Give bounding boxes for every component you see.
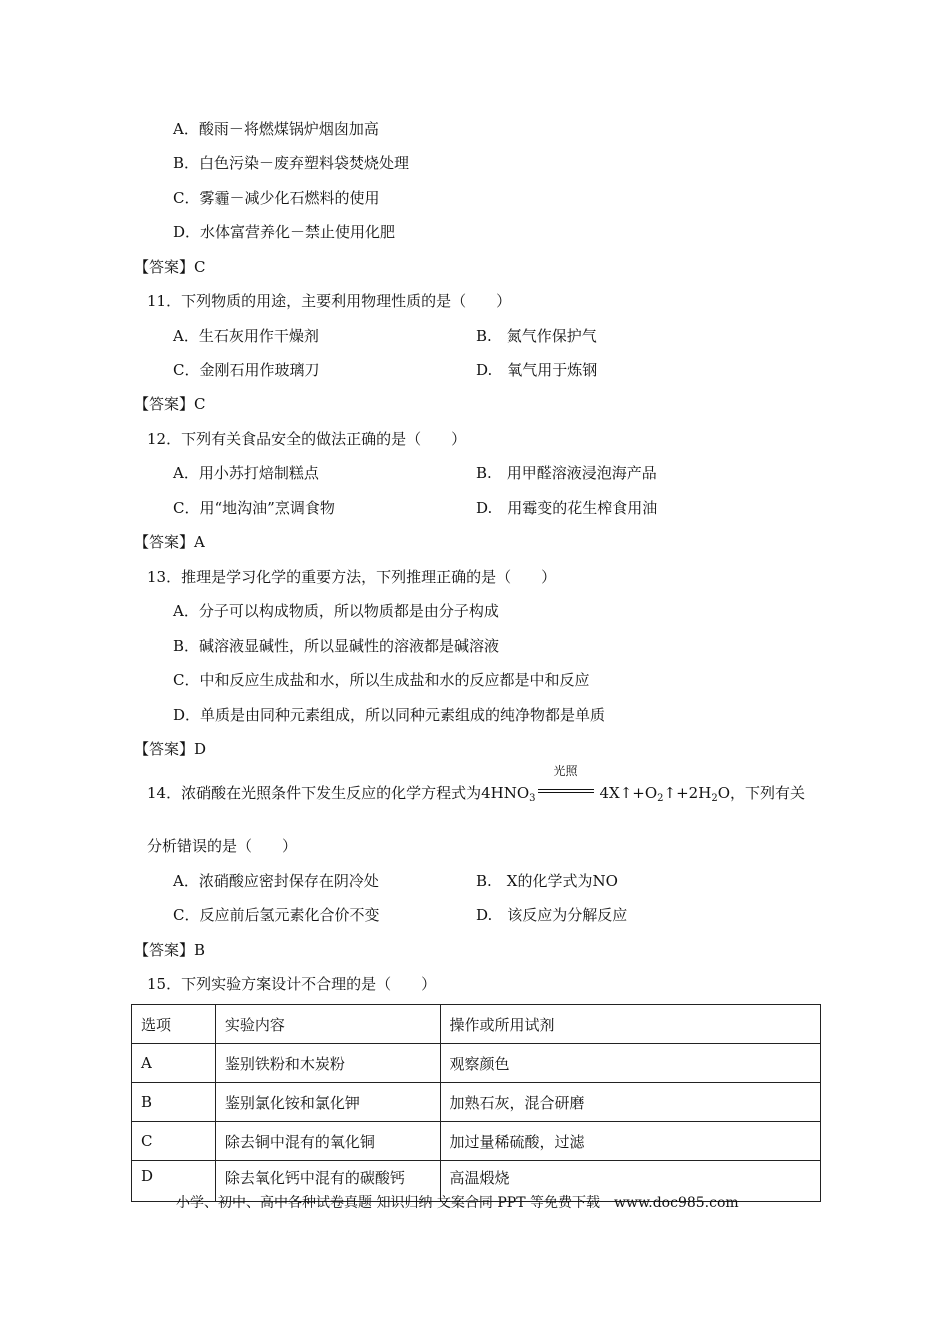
q10-option-d: D．水体富营养化－禁止使用化肥 <box>173 223 396 241</box>
q13-option-d: D．单质是由同种元素组成，所以同种元素组成的纯净物都是单质 <box>173 706 606 724</box>
q11-option-c: C．金刚石用作玻璃刀 <box>173 361 320 379</box>
table-cell: A <box>132 1044 216 1083</box>
q12-option-d: D. 用霉变的花生榨食用油 <box>476 499 658 517</box>
q11-option-d: D. 氧气用于炼钢 <box>476 361 598 379</box>
table-cell: 观察颜色 <box>440 1044 820 1083</box>
q15-table <box>131 1004 821 1202</box>
table-cell: C <box>132 1122 216 1161</box>
q11-option-a: A．生石灰用作干燥剂 <box>173 327 319 345</box>
table-cell: 鉴别氯化铵和氯化钾 <box>215 1083 440 1122</box>
q10-option-b: B．白色污染－废弃塑料袋焚烧处理 <box>173 154 410 172</box>
q14-stem-line2: 分析错误的是（ ） <box>147 837 298 855</box>
table-cell: 加熟石灰，混合研磨 <box>440 1083 820 1122</box>
table-cell: 加过量稀硫酸，过滤 <box>440 1122 820 1161</box>
q12-option-c: C．用“地沟油”烹调食物 <box>173 499 335 517</box>
reaction-condition-arrow <box>538 764 594 803</box>
page-footer: 小学、初中、高中各种试卷真题 知识归纳 文案合同 PPT 等免费下载 www.doc985.com <box>176 1195 739 1211</box>
q13-option-a: A．分子可以构成物质，所以物质都是由分子构成 <box>173 602 499 620</box>
q14-option-d: D. 该反应为分解反应 <box>476 906 628 924</box>
reaction-condition: 光照 <box>553 764 578 778</box>
q14-products: $4X↑+O_2↑+2H_2O$，下列有关 <box>599 784 805 804</box>
q10-option-a: A．酸雨－将燃煤锅炉烟囱加高 <box>173 120 379 138</box>
q13-option-c: C．中和反应生成盐和水，所以生成盐和水的反应都是中和反应 <box>173 671 590 689</box>
q10-answer: 【答案】C <box>134 258 206 276</box>
q14-stem <box>147 764 805 804</box>
table-header-cell: 选项 <box>132 1005 216 1044</box>
q12-option-a: A．用小苏打焙制糕点 <box>173 464 319 482</box>
q11-option-b: B. 氮气作保护气 <box>476 327 597 345</box>
table-header-row <box>132 1005 821 1044</box>
q15-stem: 15．下列实验方案设计不合理的是（ ） <box>147 975 437 993</box>
q12-answer: 【答案】A <box>134 533 205 551</box>
table-header-cell: 实验内容 <box>215 1005 440 1044</box>
q14-answer: 【答案】B <box>134 941 206 959</box>
q14-option-c: C．反应前后氢元素化合价不变 <box>173 906 380 924</box>
q10-option-c: C．雾霾－减少化石燃料的使用 <box>173 189 380 207</box>
q12-option-b: B. 用甲醛溶液浸泡海产品 <box>476 464 657 482</box>
q12-stem: 12．下列有关食品安全的做法正确的是（ ） <box>147 430 467 448</box>
table-row <box>132 1122 821 1161</box>
q14-reactant: $4HNO_3$ <box>481 784 536 804</box>
table-cell: 高温煅烧 <box>440 1161 820 1202</box>
table-header-cell: 操作或所用试剂 <box>440 1005 820 1044</box>
q13-answer: 【答案】D <box>134 740 207 758</box>
q14-option-a: A．浓硝酸应密封保存在阴冷处 <box>173 872 379 890</box>
table-row <box>132 1083 821 1122</box>
q14-stem-prefix: 14．浓硝酸在光照条件下发生反应的化学方程式为 <box>147 784 482 802</box>
table-cell: 鉴别铁粉和木炭粉 <box>215 1044 440 1083</box>
table-cell: 除去铜中混有的氧化铜 <box>215 1122 440 1161</box>
table-cell: D <box>132 1161 216 1202</box>
table-cell: B <box>132 1083 216 1122</box>
q13-stem: 13．推理是学习化学的重要方法，下列推理正确的是（ ） <box>147 568 557 586</box>
q14-option-b: B. X的化学式为NO <box>476 872 618 890</box>
q13-option-b: B．碱溶液显碱性，所以显碱性的溶液都是碱溶液 <box>173 637 500 655</box>
q11-stem: 11．下列物质的用途，主要利用物理性质的是（ ） <box>147 292 512 310</box>
table-cell: 除去氧化钙中混有的碳酸钙 <box>215 1161 440 1202</box>
table-row <box>132 1044 821 1083</box>
q11-answer: 【答案】C <box>134 395 206 413</box>
